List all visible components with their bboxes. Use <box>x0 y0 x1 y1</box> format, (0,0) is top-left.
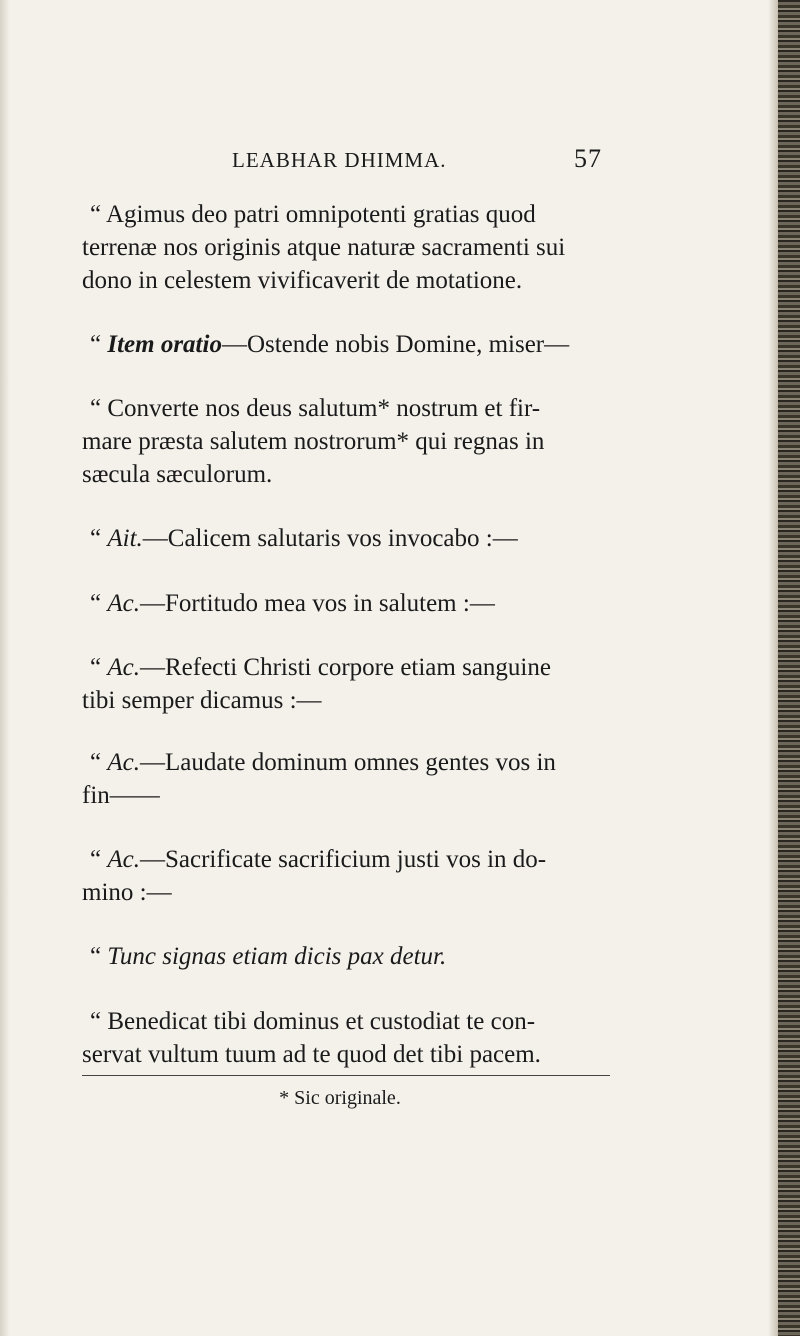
paragraph-fortitudo <box>82 587 620 620</box>
text-line: mare præsta salutem nostrorum* qui regnas in <box>82 428 545 455</box>
quote-mark: “ <box>90 943 108 970</box>
quote-mark: “ <box>90 846 108 873</box>
text-line: “ Converte nos deus salutum* nostrum et fir- <box>90 395 541 422</box>
paragraph-text: —Ostende nobis Domine, miser— <box>221 331 570 358</box>
rubric-label: Ac. <box>107 590 140 617</box>
paragraph-text: —Fortitudo mea vos in salutem :— <box>139 590 495 617</box>
text-line: mino :— <box>82 879 172 906</box>
quote-mark: “ <box>90 331 108 358</box>
paragraph-text: —Refecti Christi corpore etiam sanguine <box>139 654 551 681</box>
footnote-rule <box>82 1075 610 1076</box>
paragraph-text: —Laudate dominum omnes gentes vos in <box>139 749 556 776</box>
quote-mark: “ <box>90 749 108 776</box>
text-line: tibi semper dicamus :— <box>82 687 322 714</box>
quote-mark: “ <box>90 525 108 552</box>
paragraph-agimus <box>82 198 612 297</box>
text-line: fin—— <box>82 782 160 809</box>
paragraph-converte <box>82 392 612 491</box>
rubric-label: Ait. <box>107 525 143 552</box>
rubric-label: Ac. <box>107 654 140 681</box>
text-line: “ Benedicat tibi dominus et custodiat te con- <box>90 1008 536 1035</box>
page-gutter-shadow <box>0 0 10 1336</box>
paragraph-text: —Calicem salutaris vos invocabo :— <box>142 525 518 552</box>
paragraph-refecti <box>82 651 612 717</box>
text-line: servat vultum tuum ad te quod det tibi pacem. <box>82 1041 541 1068</box>
paragraph-laudate <box>82 746 612 812</box>
paragraph-ait <box>82 522 620 555</box>
page-edge-shadow <box>768 0 778 1336</box>
paragraph-tunc <box>82 940 620 973</box>
text-line: dono in celestem vivificaverit de motatione. <box>82 267 523 294</box>
text-line: sæcula sæculorum. <box>82 461 273 488</box>
rubric-label: Tunc signas etiam dicis pax detur. <box>107 943 447 970</box>
text-line: terrenæ nos originis atque naturæ sacramenti sui <box>82 234 566 261</box>
quote-mark: “ <box>90 590 108 617</box>
rubric-label: Ac. <box>107 749 140 776</box>
quote-mark: “ <box>90 654 108 681</box>
paragraph-benedicat <box>82 1005 612 1071</box>
book-edge <box>778 0 800 1336</box>
page-number: 57 <box>574 144 602 173</box>
running-title: LEABHAR DHIMMA. <box>232 148 447 172</box>
paragraph-sacrificate <box>82 843 612 909</box>
rubric-label: Ac. <box>107 846 140 873</box>
footnote: * Sic originale. <box>279 1087 401 1109</box>
text-line: “ Agimus deo patri omnipotenti gratias quod <box>90 201 536 228</box>
paragraph-item-oratio <box>82 328 620 361</box>
paragraph-text: —Sacrificate sacrificium justi vos in do- <box>139 846 547 873</box>
rubric-label: Item oratio <box>107 331 222 358</box>
